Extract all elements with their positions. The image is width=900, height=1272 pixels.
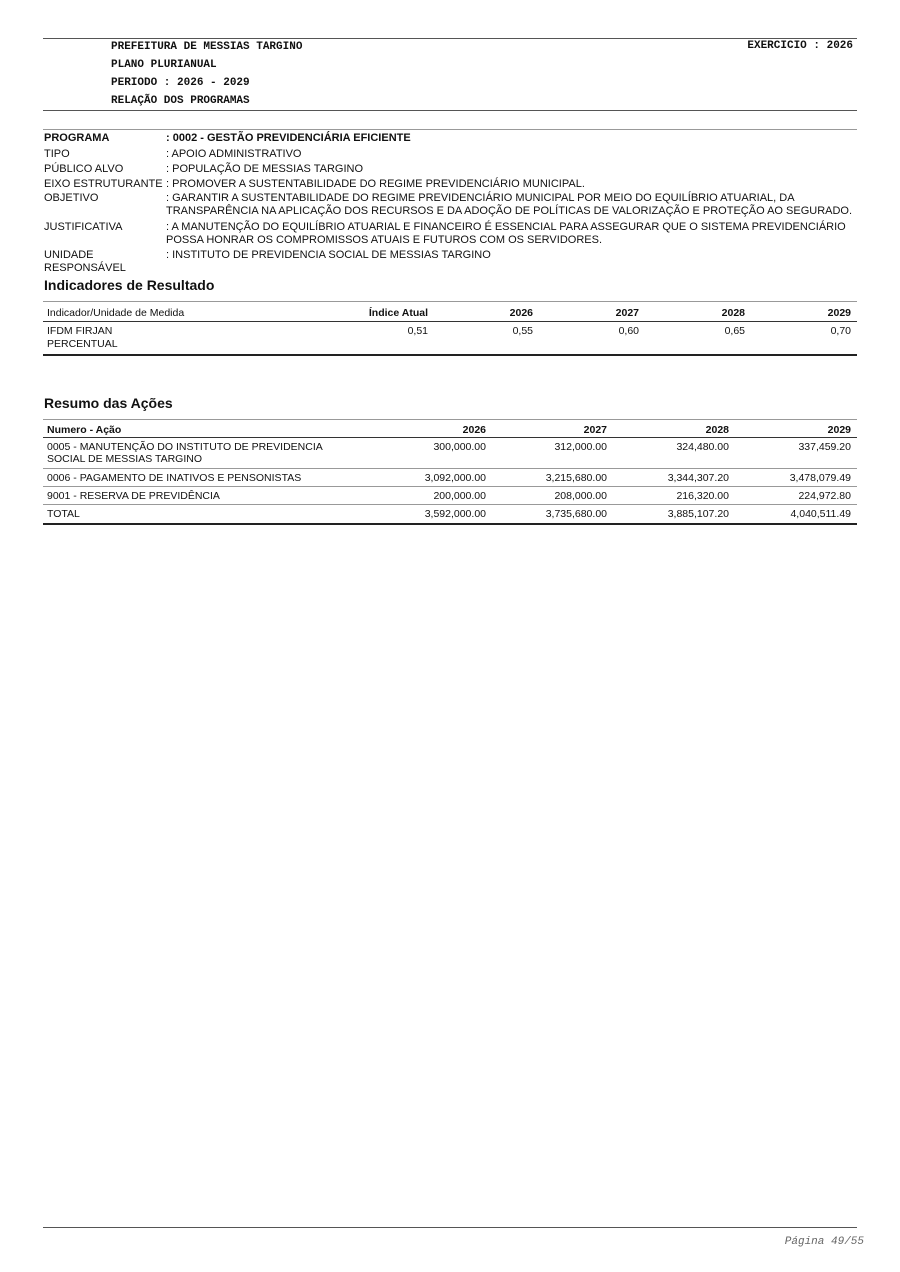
- indicator-2027-value: 0,60: [618, 325, 639, 337]
- entity-name: PREFEITURA DE MESSIAS TARGINO: [111, 41, 303, 53]
- actions-total-2026: 3,592,000.00: [424, 508, 486, 520]
- tipo-label: TIPO: [44, 148, 70, 160]
- indicators-title: Indicadores de Resultado: [44, 277, 215, 293]
- objetivo-value-line-1: : GARANTIR A SUSTENTABILIDADE DO REGIME PREVIDENCIÁRIO MUNICIPAL POR MEIO DO EQUILÍBRIO ATUARIAL, DA: [166, 192, 795, 204]
- period-label: PERIODO : 2026 - 2029: [111, 77, 250, 89]
- action-row-1-2029: 337,459.20: [798, 441, 851, 453]
- programa-label: PROGRAMA: [44, 132, 110, 144]
- indicators-header-2028: 2028: [721, 307, 745, 319]
- indicators-header-top-rule: [43, 301, 857, 302]
- plan-title: PLANO PLURIANUAL: [111, 59, 217, 71]
- action-row-2-name: 0006 - PAGAMENTO DE INATIVOS E PENSONISTAS: [47, 472, 302, 484]
- unidade-value: : INSTITUTO DE PREVIDENCIA SOCIAL DE MESSIAS TARGINO: [166, 249, 491, 261]
- page-number: Página 49/55: [784, 1236, 864, 1248]
- unidade-label-line-2: RESPONSÁVEL: [44, 262, 126, 274]
- eixo-value: : PROMOVER A SUSTENTABILIDADE DO REGIME PREVIDENCIÁRIO MUNICIPAL.: [166, 178, 585, 190]
- actions-total-2028: 3,885,107.20: [667, 508, 729, 520]
- justificativa-label: JUSTIFICATIVA: [44, 221, 123, 233]
- exercicio-label: EXERCICIO : 2026: [747, 40, 853, 52]
- indicators-bottom-rule: [43, 354, 857, 356]
- tipo-value: : APOIO ADMINISTRATIVO: [166, 148, 302, 160]
- indicator-2028-value: 0,65: [724, 325, 745, 337]
- indicators-header-2026: 2026: [509, 307, 533, 319]
- action-row-2-2028: 3,344,307.20: [667, 472, 729, 484]
- unidade-label-line-1: UNIDADE: [44, 249, 94, 261]
- action-row-1-rule: [43, 468, 857, 469]
- header-top-rule: [43, 38, 857, 39]
- action-row-1-name-line-2: SOCIAL DE MESSIAS TARGINO: [47, 453, 203, 465]
- justificativa-value-line-2: POSSA HONRAR OS COMPROMISSOS ATUAIS E FUTUROS COM OS SERVIDORES.: [166, 234, 602, 246]
- indicator-atual-value: 0,51: [407, 325, 428, 337]
- publico-alvo-label: PÚBLICO ALVO: [44, 163, 124, 175]
- action-row-1-2026: 300,000.00: [433, 441, 486, 453]
- header-bottom-rule: [43, 110, 857, 111]
- actions-header-2029: 2029: [827, 424, 851, 436]
- indicator-name-line-2: PERCENTUAL: [47, 338, 118, 350]
- programa-value: : 0002 - GESTÃO PREVIDENCIÁRIA EFICIENTE: [166, 132, 411, 144]
- actions-total-label: TOTAL: [47, 508, 80, 520]
- action-row-3-2026: 200,000.00: [433, 490, 486, 502]
- actions-header-name: Numero - Ação: [47, 424, 122, 436]
- action-row-3-2028: 216,320.00: [676, 490, 729, 502]
- actions-header-2026: 2026: [462, 424, 486, 436]
- footer-rule: [43, 1227, 857, 1228]
- indicator-2026-value: 0,55: [512, 325, 533, 337]
- indicators-header-2029: 2029: [827, 307, 851, 319]
- indicator-2029-value: 0,70: [830, 325, 851, 337]
- action-row-1-name-line-1: 0005 - MANUTENÇÃO DO INSTITUTO DE PREVIDENCIA: [47, 441, 323, 453]
- actions-title: Resumo das Ações: [44, 395, 173, 411]
- action-row-3-name: 9001 - RESERVA DE PREVIDÊNCIA: [47, 490, 220, 502]
- actions-header-top-rule: [43, 419, 857, 420]
- indicators-header-indicator: Indicador/Unidade de Medida: [47, 307, 185, 319]
- action-row-2-2027: 3,215,680.00: [545, 472, 607, 484]
- indicator-name-line-1: IFDM FIRJAN: [47, 325, 113, 337]
- actions-bottom-rule: [43, 523, 857, 525]
- report-title: RELAÇÃO DOS PROGRAMAS: [111, 95, 250, 107]
- actions-header-2028: 2028: [705, 424, 729, 436]
- action-row-2-2026: 3,092,000.00: [424, 472, 486, 484]
- publico-alvo-value: : POPULAÇÃO DE MESSIAS TARGINO: [166, 163, 364, 175]
- indicators-header-2027: 2027: [615, 307, 639, 319]
- actions-header-bottom-rule: [43, 437, 857, 438]
- justificativa-value-line-1: : A MANUTENÇÃO DO EQUILÍBRIO ATUARIAL E FINANCEIRO É ESSENCIAL PARA ASSEGURAR QUE O SISTEMA PREVIDENCIÁRIO: [166, 221, 846, 233]
- objetivo-value-line-2: TRANSPARÊNCIA NA APLICAÇÃO DOS RECURSOS E DA ADOÇÃO DE POLÍTICAS DE VALORIZAÇÃO E PROTEÇÃO AO SEGURADO.: [166, 205, 853, 217]
- actions-header-2027: 2027: [583, 424, 607, 436]
- indicators-header-atual: Índice Atual: [368, 307, 428, 319]
- action-row-1-2028: 324,480.00: [676, 441, 729, 453]
- action-row-2-2029: 3,478,079.49: [789, 472, 851, 484]
- action-row-3-2027: 208,000.00: [554, 490, 607, 502]
- indicators-header-bottom-rule: [43, 321, 857, 322]
- action-row-2-rule: [43, 486, 857, 487]
- eixo-label: EIXO ESTRUTURANTE: [44, 178, 163, 190]
- action-row-3-2029: 224,972.80: [798, 490, 851, 502]
- program-top-rule: [43, 129, 857, 130]
- action-row-3-rule: [43, 504, 857, 505]
- actions-total-2027: 3,735,680.00: [545, 508, 607, 520]
- action-row-1-2027: 312,000.00: [554, 441, 607, 453]
- objetivo-label: OBJETIVO: [44, 192, 99, 204]
- actions-total-2029: 4,040,511.49: [790, 508, 851, 520]
